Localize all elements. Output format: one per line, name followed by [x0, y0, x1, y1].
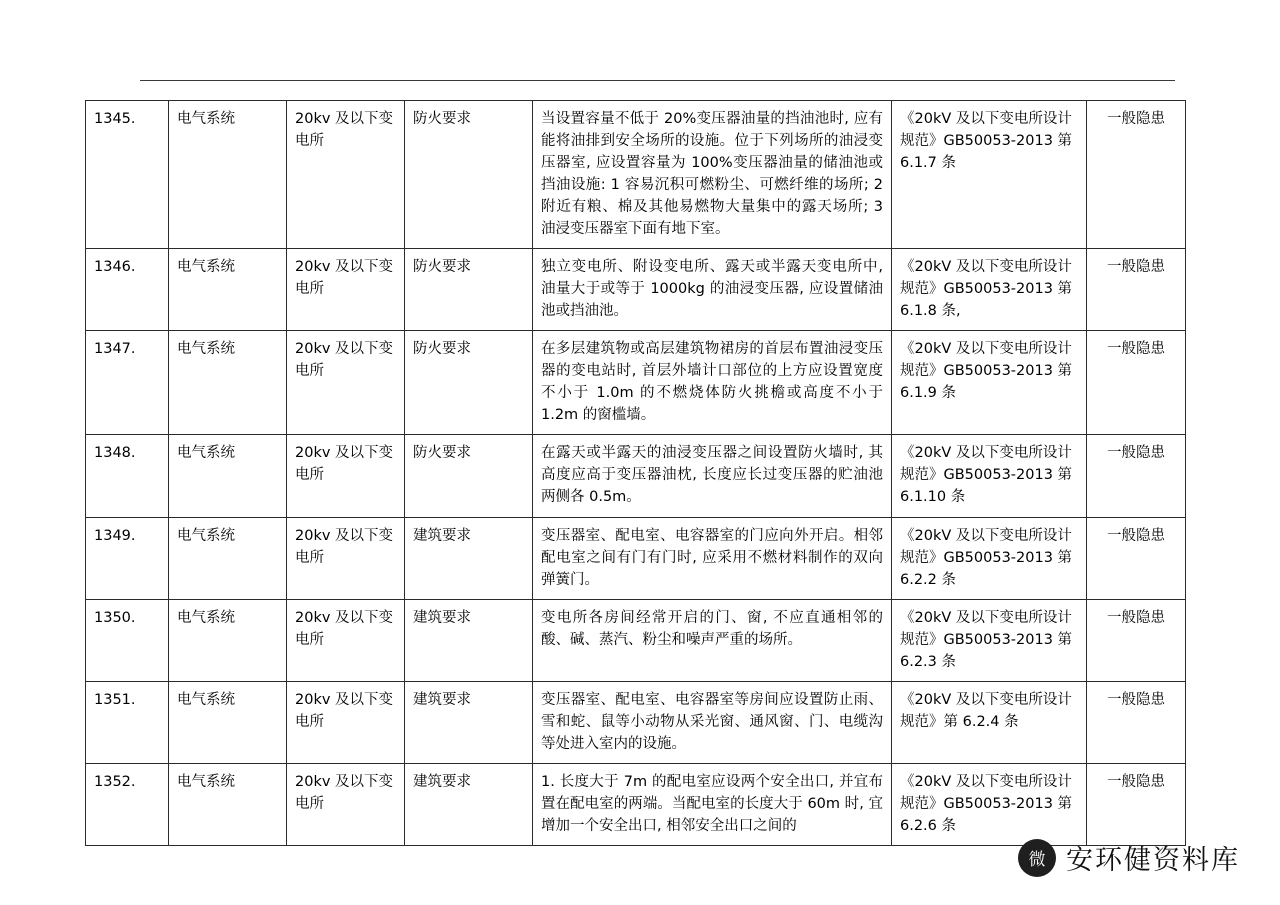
- row-reference: 《20kV 及以下变电所设计规范》GB50053-2013 第 6.2.3 条: [892, 599, 1087, 681]
- row-place: 20kv 及以下变电所: [287, 517, 405, 599]
- row-requirement: 防火要求: [405, 249, 533, 331]
- row-place: 20kv 及以下变电所: [287, 101, 405, 249]
- row-index: 1347.: [86, 331, 169, 435]
- table-row: [86, 331, 1186, 435]
- row-description: 在露天或半露天的油浸变压器之间设置防火墙时, 其高度应高于变压器油枕, 长度应长过变压器的贮油池两侧各 0.5m。: [533, 435, 892, 517]
- row-place: 20kv 及以下变电所: [287, 249, 405, 331]
- row-requirement: 建筑要求: [405, 681, 533, 763]
- row-description: 变电所各房间经常开启的门、窗, 不应直通相邻的酸、碱、蒸汽、粉尘和噪声严重的场所。: [533, 599, 892, 681]
- row-level: 一般隐患: [1087, 331, 1186, 435]
- row-index: 1350.: [86, 599, 169, 681]
- row-reference: 《20kV 及以下变电所设计规范》GB50053-2013 第 6.1.7 条: [892, 101, 1087, 249]
- hazard-table-container: [85, 100, 1185, 846]
- watermark-label: 安环健资料库: [1066, 845, 1240, 876]
- wechat-badge-icon: 微: [1018, 839, 1056, 877]
- row-place: 20kv 及以下变电所: [287, 331, 405, 435]
- row-system: 电气系统: [169, 517, 287, 599]
- table-row: [86, 763, 1186, 845]
- row-level: 一般隐患: [1087, 101, 1186, 249]
- row-requirement: 防火要求: [405, 101, 533, 249]
- table-row: [86, 599, 1186, 681]
- row-requirement: 建筑要求: [405, 517, 533, 599]
- row-system: 电气系统: [169, 331, 287, 435]
- row-place: 20kv 及以下变电所: [287, 599, 405, 681]
- row-system: 电气系统: [169, 763, 287, 845]
- row-description: 变压器室、配电室、电容器室等房间应设置防止雨、雪和蛇、鼠等小动物从采光窗、通风窗、门、电缆沟等处进入室内的设施。: [533, 681, 892, 763]
- row-description: 在多层建筑物或高层建筑物裙房的首层布置油浸变压器的变电站时, 首层外墙计口部位的上方应设置宽度不小于 1.0m 的不燃烧体防火挑檐或高度不小于 1.2m 的窗槛墙。: [533, 331, 892, 435]
- row-requirement: 建筑要求: [405, 763, 533, 845]
- row-level: 一般隐患: [1087, 681, 1186, 763]
- row-reference: 《20kV 及以下变电所设计规范》GB50053-2013 第 6.2.2 条: [892, 517, 1087, 599]
- row-requirement: 防火要求: [405, 331, 533, 435]
- table-row: [86, 249, 1186, 331]
- table-row: [86, 681, 1186, 763]
- row-description: 1. 长度大于 7m 的配电室应设两个安全出口, 并宜布置在配电室的两端。当配电室的长度大于 60m 时, 宜增加一个安全出口, 相邻安全出口之间的: [533, 763, 892, 845]
- hazard-table: [85, 100, 1186, 846]
- row-requirement: 防火要求: [405, 435, 533, 517]
- row-index: 1351.: [86, 681, 169, 763]
- row-level: 一般隐患: [1087, 763, 1186, 845]
- table-row: [86, 517, 1186, 599]
- row-level: 一般隐患: [1087, 249, 1186, 331]
- row-description: 独立变电所、附设变电所、露天或半露天变电所中, 油量大于或等于 1000kg 的油浸变压器, 应设置储油池或挡油池。: [533, 249, 892, 331]
- row-index: 1345.: [86, 101, 169, 249]
- row-index: 1348.: [86, 435, 169, 517]
- row-index: 1346.: [86, 249, 169, 331]
- row-system: 电气系统: [169, 681, 287, 763]
- row-description: 变压器室、配电室、电容器室的门应向外开启。相邻配电室之间有门有门时, 应采用不燃材料制作的双向弹簧门。: [533, 517, 892, 599]
- row-place: 20kv 及以下变电所: [287, 681, 405, 763]
- row-requirement: 建筑要求: [405, 599, 533, 681]
- row-system: 电气系统: [169, 249, 287, 331]
- row-level: 一般隐患: [1087, 599, 1186, 681]
- row-place: 20kv 及以下变电所: [287, 763, 405, 845]
- row-index: 1352.: [86, 763, 169, 845]
- row-system: 电气系统: [169, 101, 287, 249]
- header-divider-rule: [140, 80, 1175, 81]
- table-row: [86, 435, 1186, 517]
- row-reference: 《20kV 及以下变电所设计规范》GB50053-2013 第 6.2.6 条: [892, 763, 1087, 845]
- row-system: 电气系统: [169, 435, 287, 517]
- row-reference: 《20kV 及以下变电所设计规范》GB50053-2013 第 6.1.10 条: [892, 435, 1087, 517]
- row-reference: 《20kV 及以下变电所设计规范》GB50053-2013 第 6.1.9 条: [892, 331, 1087, 435]
- row-place: 20kv 及以下变电所: [287, 435, 405, 517]
- table-row: [86, 101, 1186, 249]
- row-level: 一般隐患: [1087, 435, 1186, 517]
- row-reference: 《20kV 及以下变电所设计规范》第 6.2.4 条: [892, 681, 1087, 763]
- row-index: 1349.: [86, 517, 169, 599]
- row-reference: 《20kV 及以下变电所设计规范》GB50053-2013 第 6.1.8 条,: [892, 249, 1087, 331]
- row-description: 当设置容量不低于 20%变压器油量的挡油池时, 应有能将油排到安全场所的设施。位于下列场所的油浸变压器室, 应设置容量为 100%变压器油量的储油池或挡油设施: 1 容易沉积可燃粉尘、可燃纤维的场所; 2 附近有粮、棉及其他易燃物大量集中的露天场所; 3 油浸变压器室下面有地下室。: [533, 101, 892, 249]
- row-system: 电气系统: [169, 599, 287, 681]
- hazard-table-body: [86, 101, 1186, 846]
- watermark: [1018, 838, 1240, 877]
- row-level: 一般隐患: [1087, 517, 1186, 599]
